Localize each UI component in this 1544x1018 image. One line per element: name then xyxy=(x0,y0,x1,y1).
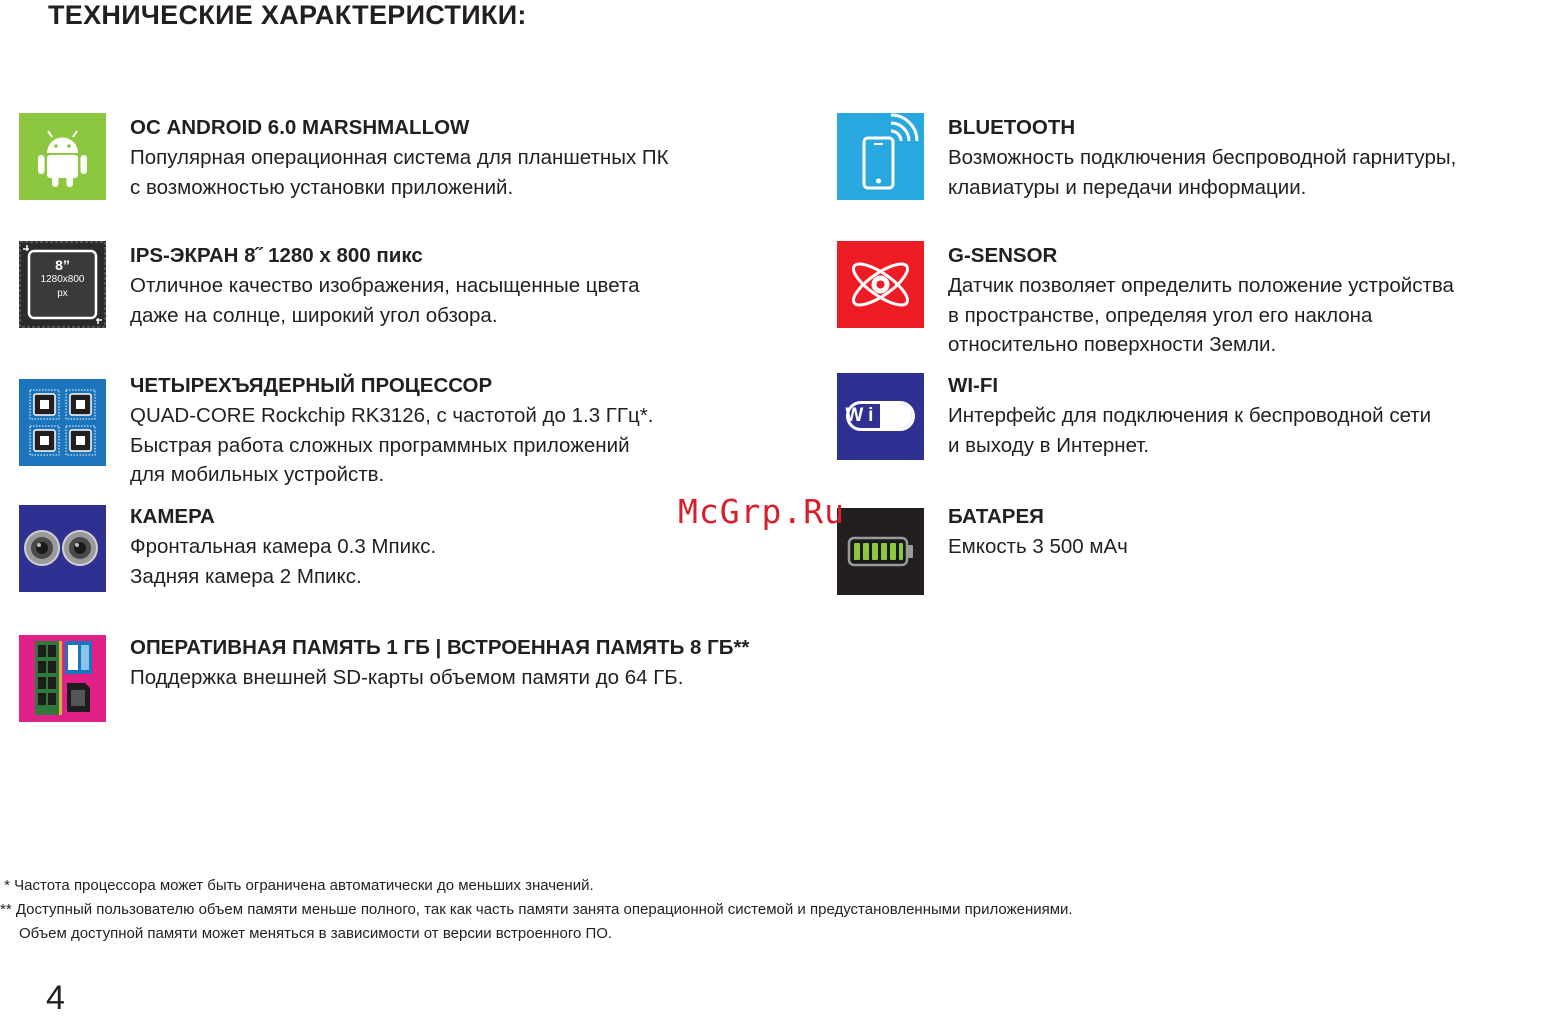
feature-description-line: Популярная операционная система для планшетных ПК xyxy=(130,146,669,169)
feature-processor xyxy=(19,371,719,491)
screen-icon-resolution: 1280x800 xyxy=(40,274,85,285)
bluetooth-phone-icon xyxy=(837,113,924,200)
android-icon xyxy=(19,113,106,200)
camera-icon xyxy=(19,505,106,592)
screen-icon-unit: px xyxy=(57,288,68,299)
feature-description-line: для мобильных устройств. xyxy=(130,463,385,486)
feature-description-line: Возможность подключения беспроводной гарнитуры, xyxy=(948,146,1457,169)
feature-description-line: Интерфейс для подключения к беспроводной сети xyxy=(948,404,1432,427)
battery-icon xyxy=(837,508,924,595)
feature-description-line: в пространстве, определяя угол его наклона xyxy=(948,303,1373,327)
feature-title: КАМЕРА xyxy=(130,505,215,528)
page-title: ТЕХНИЧЕСКИЕ ХАРАКТЕРИСТИКИ: xyxy=(48,0,527,30)
g-sensor-icon xyxy=(837,241,924,328)
feature-g-sensor xyxy=(837,241,1537,361)
footnote-memory-continued: Объем доступной памяти может меняться в зависимости от версии встроенного ПО. xyxy=(19,925,613,942)
feature-description-line: Поддержка внешней SD-карты объемом памяти до 64 ГБ. xyxy=(130,666,684,689)
feature-title: IPS-ЭКРАН 8˝ 1280 x 800 пикс xyxy=(130,244,423,267)
feature-description-line: Фронтальная камера 0.3 Мпикс. xyxy=(130,535,437,558)
feature-title: G-SENSOR xyxy=(948,244,1058,267)
feature-description-line: Емкость 3 500 мАч xyxy=(948,535,1128,558)
feature-description-line: с возможностью установки приложений. xyxy=(130,175,514,199)
page-number: 4 xyxy=(46,979,65,1017)
footnote-memory: ** Доступный пользователю объем памяти меньше полного, так как часть памяти занята операционной системой и предустановленными приложениями. xyxy=(0,901,1073,918)
feature-description-line: и выходу в Интернет. xyxy=(948,433,1150,457)
feature-description-line: даже на солнце, широкий угол обзора. xyxy=(130,303,498,327)
screen-icon xyxy=(19,241,106,328)
wifi-icon-label: Wi Fi xyxy=(845,405,916,426)
feature-description-line: Задняя камера 2 Мпикс. xyxy=(130,564,362,588)
feature-title: ЧЕТЫРЕХЪЯДЕРНЫЙ ПРОЦЕССОР xyxy=(130,374,493,397)
footnote-processor: * Частота процессора может быть ограничена автоматически до меньших значений. xyxy=(0,877,594,894)
memory-icon xyxy=(19,635,106,722)
feature-description-line: Быстрая работа сложных программных приложений xyxy=(130,433,630,457)
wifi-icon xyxy=(837,373,924,460)
feature-title: WI-FI xyxy=(948,374,999,397)
feature-title: ОПЕРАТИВНАЯ ПАМЯТЬ 1 ГБ | ВСТРОЕННАЯ ПАМЯТЬ 8 ГБ** xyxy=(130,636,750,659)
feature-title: БАТАРЕЯ xyxy=(948,505,1044,528)
feature-description-line: Отличное качество изображения, насыщенные цвета xyxy=(130,274,640,297)
feature-description-line: клавиатуры и передачи информации. xyxy=(948,175,1307,199)
feature-camera xyxy=(19,502,719,592)
footnotes xyxy=(0,874,1073,946)
feature-android xyxy=(19,113,719,203)
feature-title: BLUETOOTH xyxy=(948,116,1076,139)
feature-description-line: Датчик позволяет определить положение устройства xyxy=(948,274,1454,297)
processor-icon xyxy=(19,379,106,466)
feature-wifi xyxy=(837,371,1537,461)
feature-bluetooth xyxy=(837,113,1537,203)
feature-screen xyxy=(19,241,719,331)
feature-battery xyxy=(837,502,1537,592)
screen-icon-size: 8” xyxy=(55,257,70,273)
watermark: McGrp.Ru xyxy=(678,492,845,531)
feature-description-line: QUAD-CORE Rockchip RK3126, с частотой до 1.3 ГГц*. xyxy=(130,404,654,427)
feature-memory xyxy=(19,633,750,723)
feature-title: ОС ANDROID 6.0 MARSHMALLOW xyxy=(130,116,470,139)
feature-description-line: относительно поверхности Земли. xyxy=(948,333,1277,356)
